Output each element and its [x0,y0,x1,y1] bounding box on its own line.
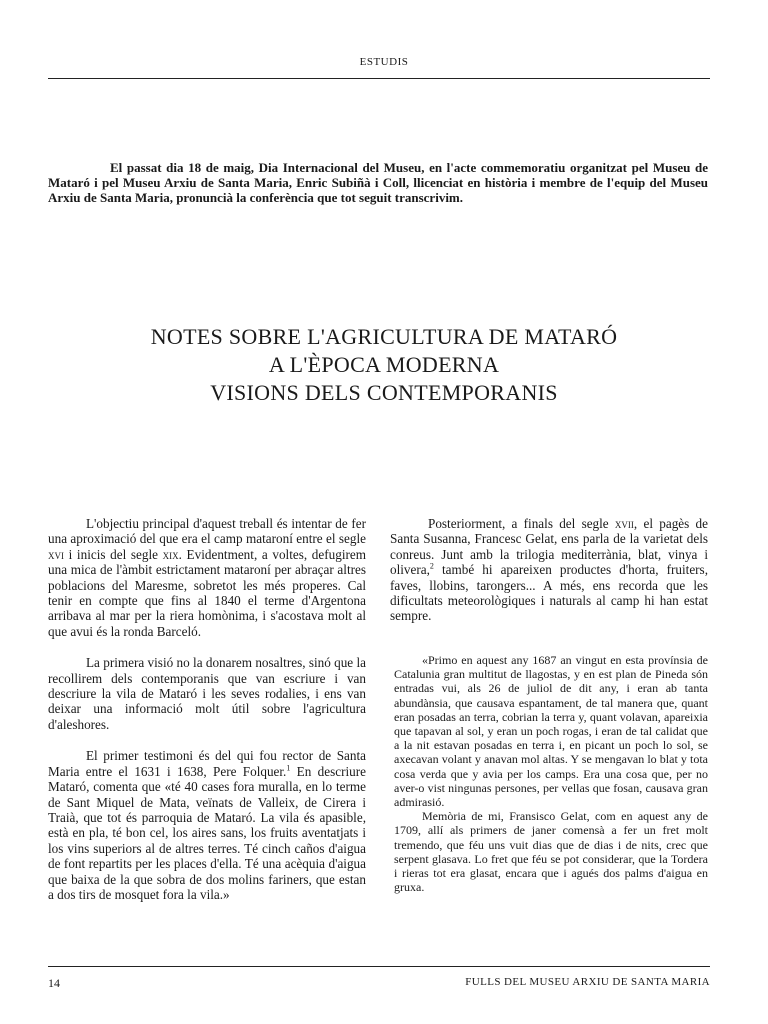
title-line-2: A L'ÈPOCA MODERNA [268,352,500,377]
text-run: i inicis del segle [64,546,163,562]
text-run: també hi apareixen productes d'horta, fruiters, faves, llobins, tarongers... A més, ens recorda que les dificultats meteorològiques i naturals al camp hi han estat sempre. [390,562,708,624]
footnote-marker: 2 [429,561,434,571]
text-run: El primer testimoni és del qui fou rector de Santa Maria entre el 1631 i 1638, Pere Folquer. [48,748,366,779]
running-head: ESTUDIS [359,56,409,68]
title-line-3: VISIONS DELS CONTEMPORANIS [210,380,558,405]
right-paragraph-1 [390,516,708,624]
century-numeral: xvii [614,516,634,531]
century-numeral: xix [162,546,179,562]
quote-paragraph-1: «Primo en aquest any 1687 an vingut en esta provínsia de Catalunia gran multitut de llagostas, y en est plan de Pineda són entradas vui, als 26 de juliol de dit any, i eran ab tanta abundànsia, que causava espantament, de tal manera que, quant eran posadas an terra, cobrian la terra y, quant volavan, apareixia que tapavan al sol, y eran un poch rogas, i eran de tal calidat que a la nit estavan posadas en terra i, en picant un poch lo sol, se axecavan volant y anavan mol altas. Y se mengavan lo blat y tota cosa verda que y avia per los camps. Era una cosa que, per no aver-o vist ningunas persones, per vellas que fosan, causava gran admirasió. [394,653,708,810]
left-paragraph-1 [48,516,366,639]
footer-rule [48,966,710,967]
intro-paragraph: El passat dia 18 de maig, Dia Internacional del Museu, en l'acte commemoratiu organitzat pel Museu de Mataró i pel Museu Arxiu de Santa Maria, Enric Subiñà i Coll, llicenciat en història i membre de l'equip del Museu Arxiu de Santa Maria, pronuncià la conferència que tot seguit transcrivim. [48,160,708,205]
left-paragraph-3 [48,748,366,902]
left-column [48,516,366,918]
footnote-marker: 1 [286,763,291,773]
text-run: L'objectiu principal d'aquest treball és intentar de fer una aproximació del que era el camp mataroní entre el segle [48,516,366,547]
right-column [390,516,708,640]
block-quote [394,653,708,894]
article-title [0,323,768,407]
header-rule [48,78,710,79]
text-run: Posteriorment, a finals del segle [428,516,615,531]
quote-paragraph-2: Memòria de mi, Fransisco Gelat, com en aquest any de 1709, allí als primers de janer comensà a fer un fret molt tremendo, que féu uns vuit dias que de dias i de nits, crec que serpent glasava. Lo fret que féu se pot considerar, que la Tordera i rieras tot era glasat, encara que i agués dos palms d'aigua en gruxa. [394,809,708,895]
page-number: 14 [48,976,60,990]
text-run: , el pagès de Santa Susanna, Francesc Gelat, ens parla de la varietat dels conreus. Junt amb la trilogia mediterrània, blat, vinya i olivera, [390,516,708,578]
text-run: En descriure Mataró, comenta que «té 40 cases fora muralla, en lo terme de Sant Miquel de Mata, veïnats de Valleix, de Cirera i Traià, que tot és parroquia de Mataró. La vila és apasible, està en pla, té bon cel, los aires sans, los fruits aventatjats i los vins superiors al de altres terres. Té cinch caños d'aigua de font repartits per les places d'ella. Té una acèquia d'aigua que baixa de la que sobra de dos molins fariners, que estan a dos tirs de mosquet fora la vila.» [48,763,366,902]
journal-title: FULLS DEL MUSEU ARXIU DE SANTA MARIA [465,976,710,988]
text-run: . Evidentment, a voltes, defugirem una mica de l'àmbit estrictament mataroní per abraçar altres poblacions del Maresme, sobretot les més properes. Cal tenir en compte que fins al 1840 el terme d'Argentona arribava al mar per la riera homònima, i s'acostava molt al que avui és la ronda Barceló. [48,546,366,639]
left-paragraph-2: La primera visió no la donarem nosaltres, sinó que la recollirem dels contemporanis que van escriure i van descriure la vila de Mataró i les seves rodalies, i ens van deixar una informació molt útil sobre l'agricultura d'aleshores. [48,655,366,732]
century-numeral: xvi [48,546,64,562]
title-line-1: NOTES SOBRE L'AGRICULTURA DE MATARÓ [150,324,618,349]
